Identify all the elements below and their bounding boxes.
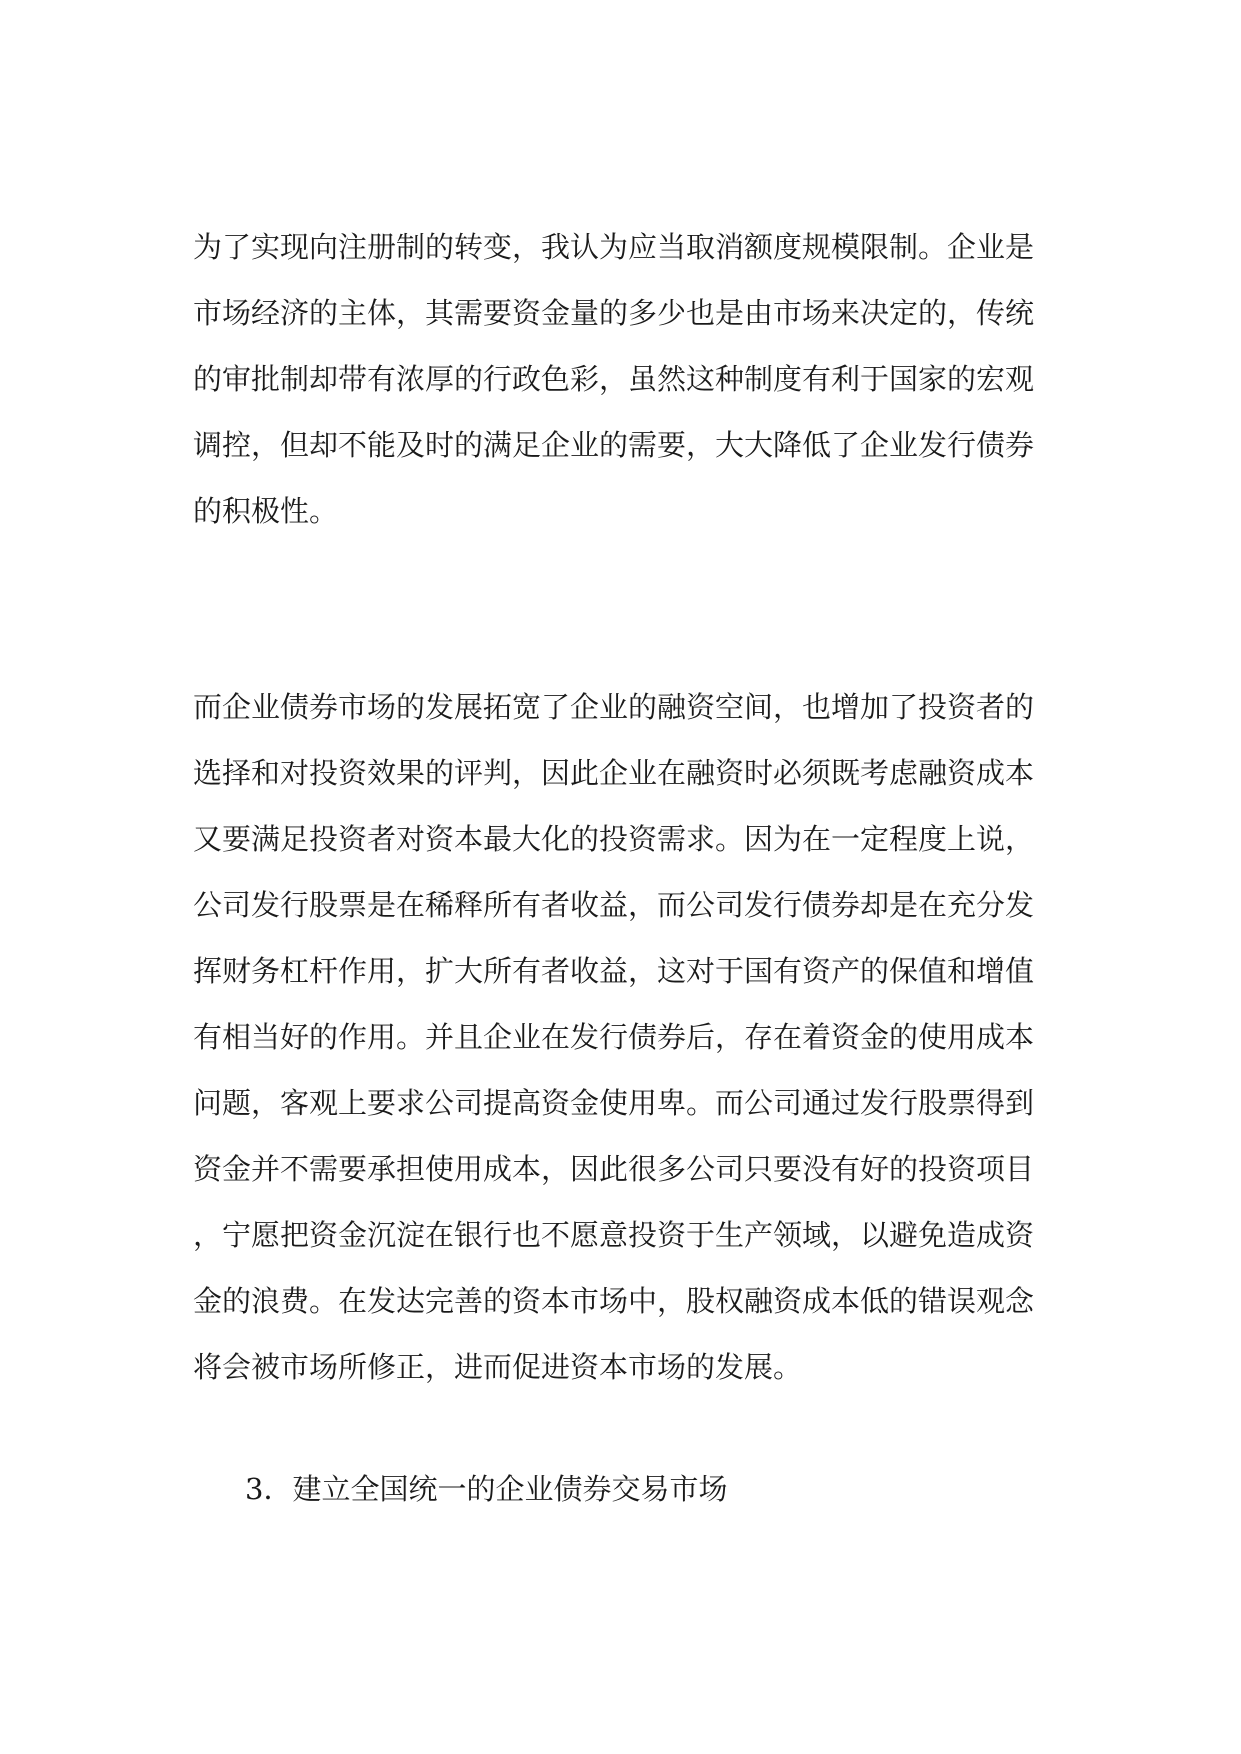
paragraph-line: 又要满足投资者对资本最大化的投资需求。因为在一定程度上说，	[193, 822, 1035, 856]
paragraph-line: 问题，客观上要求公司提高资金使用卑。而公司通过发行股票得到	[193, 1086, 1035, 1120]
paragraph-line: 为了实现向注册制的转变，我认为应当取消额度规模限制。企业是	[193, 230, 1035, 264]
paragraph-line: 公司发行股票是在稀释所有者收益，而公司发行债券却是在充分发	[193, 888, 1035, 922]
paragraph-line: 选择和对投资效果的评判，因此企业在融资时必须既考虑融资成本	[193, 756, 1035, 790]
paragraph-line: 的积极性。	[193, 494, 339, 528]
paragraph-line: 调控，但却不能及时的满足企业的需要，大大降低了企业发行债券	[193, 428, 1035, 462]
paragraph-line: 而企业债券市场的发展拓宽了企业的融资空间，也增加了投资者的	[193, 690, 1035, 724]
section-heading: 3．建立全国统一的企业债券交易市场	[245, 1472, 728, 1506]
paragraph-line: 金的浪费。在发达完善的资本市场中，股权融资成本低的错误观念	[193, 1284, 1035, 1318]
paragraph-line: 将会被市场所修正，进而促进资本市场的发展。	[193, 1350, 803, 1384]
paragraph-line: 市场经济的主体，其需要资金量的多少也是由市场来决定的，传统	[193, 296, 1035, 330]
paragraph-line: 挥财务杠杆作用，扩大所有者收益，这对于国有资产的保值和增值	[193, 954, 1035, 988]
paragraph-line: ，宁愿把资金沉淀在银行也不愿意投资于生产领域，以避免造成资	[193, 1218, 1035, 1252]
paragraph-line: 有相当好的作用。并且企业在发行债券后，存在着资金的使用成本	[193, 1020, 1035, 1054]
paragraph-line: 的审批制却带有浓厚的行政色彩，虽然这种制度有利于国家的宏观	[193, 362, 1035, 396]
paragraph-line: 资金并不需要承担使用成本，因此很多公司只要没有好的投资项目	[193, 1152, 1035, 1186]
